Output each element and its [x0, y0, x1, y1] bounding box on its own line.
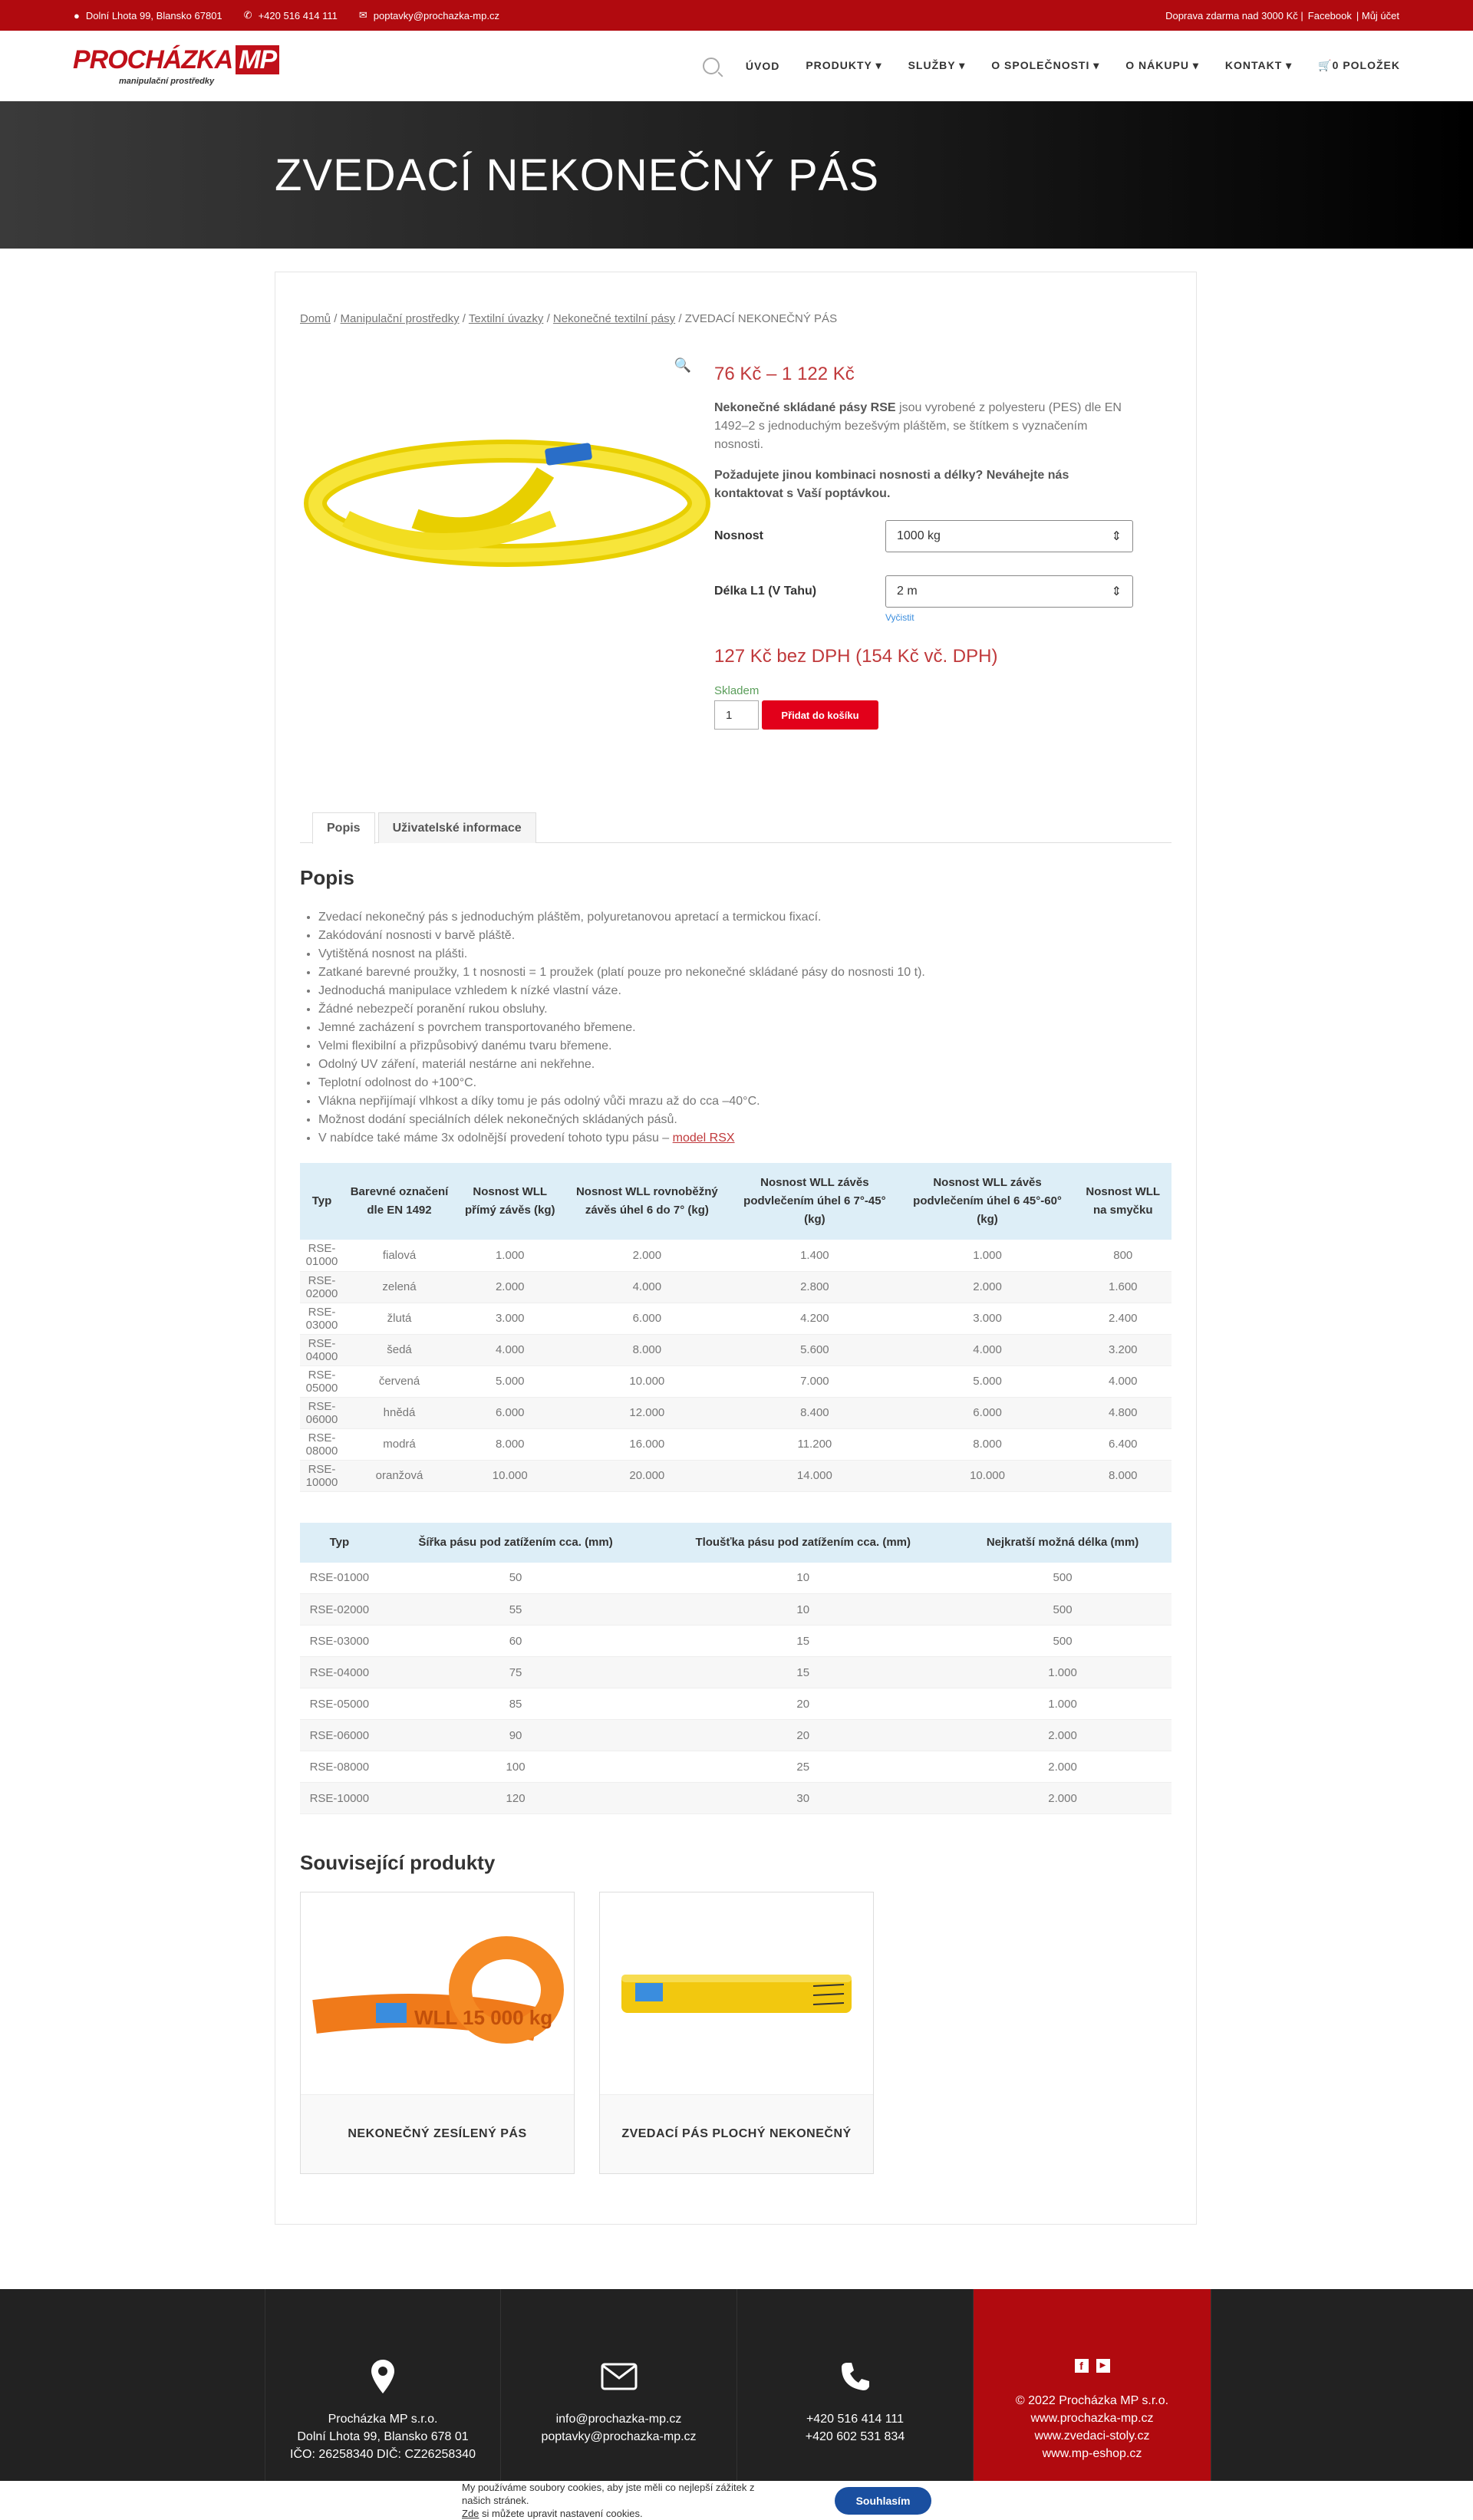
flat-sling-image — [600, 1892, 873, 2095]
table-cell: 50 — [379, 1563, 653, 1594]
table-row — [300, 1563, 1171, 1594]
table-cell: 3.000 — [901, 1303, 1075, 1334]
table-cell: 85 — [379, 1688, 653, 1720]
list-item: • V nabídce také máme 3x odolnější provedení tohoto typu pásu – model RSX — [318, 1129, 1171, 1148]
table-header: Nosnost WLL přímý závěs (kg) — [455, 1163, 565, 1240]
list-item: • Vlákna nepřijímají vlhkost a díky tomu je pás odolný vůči mrazu až do cca –40°C. — [318, 1092, 1171, 1111]
related-card[interactable]: ZVEDACÍ PÁS PLOCHÝ NEKONEČNÝ — [599, 1892, 874, 2174]
table-row — [300, 1594, 1171, 1626]
description-heading: Popis — [300, 866, 354, 889]
price-range: 76 Kč – 1 122 Kč — [714, 364, 855, 384]
yellow-sling-image — [300, 404, 714, 634]
table-cell: 2.000 — [954, 1783, 1171, 1814]
table-cell: 14.000 — [729, 1460, 900, 1491]
list-item: • Teplotní odolnost do +100°C. — [318, 1074, 1171, 1092]
nav-uvod[interactable]: ÚVOD — [745, 59, 780, 72]
table-cell: 2.400 — [1075, 1303, 1171, 1334]
list-item: • Jednoduchá manipulace vzhledem k nízké vlastní váze. — [318, 982, 1171, 1000]
table-header: Nejkratší možná délka (mm) — [954, 1523, 1171, 1563]
table-cell: 6.000 — [565, 1303, 730, 1334]
table-cell: zelená — [344, 1271, 455, 1303]
footer-company: f ▶ © 2022 Procházka MP s.r.o. www.prochazka-mp.cz www.zvedaci-stoly.cz www.mp-eshop.cz — [974, 2289, 1211, 2520]
table-cell: RSE-06000 — [300, 1397, 344, 1428]
table-cell: RSE-01000 — [300, 1240, 344, 1271]
table-cell: 4.800 — [1075, 1397, 1171, 1428]
cookie-text: My používáme soubory cookies, aby jste měli co nejlepší zážitek z našich stránek. Zde si můžete upravit nastavení cookies. — [462, 2482, 755, 2519]
topbar-phone[interactable]: ✆ +420 516 414 111 — [243, 9, 338, 21]
nav-sluzby[interactable]: SLUŽBY ▾ — [908, 59, 966, 71]
table-cell: 8.000 — [901, 1428, 1075, 1460]
table-cell: RSE-03000 — [300, 1626, 379, 1657]
table-cell: 6.000 — [455, 1397, 565, 1428]
table-cell: RSE-10000 — [300, 1460, 344, 1491]
table-cell: 10 — [652, 1594, 954, 1626]
table-cell: 3.000 — [455, 1303, 565, 1334]
nosnost-select[interactable]: 1000 kg ⇕ — [885, 520, 1133, 552]
table-cell: RSE-08000 — [300, 1428, 344, 1460]
list-item: • Vytištěná nosnost na plášti. — [318, 945, 1171, 964]
table-cell: 8.000 — [1075, 1460, 1171, 1491]
table-cell: 75 — [379, 1657, 653, 1688]
envelope-icon: ✉ — [358, 9, 367, 21]
contact-cta: Požadujete jinou kombinaci nosnosti a délky? Neváhejte nás kontaktovat s Vaší poptávkou. — [714, 469, 1069, 500]
nav-o-nakupu[interactable]: O NÁKUPU ▾ — [1125, 59, 1199, 71]
facebook-link[interactable]: Facebook — [1307, 9, 1352, 21]
table-cell: hnědá — [344, 1397, 455, 1428]
table-cell: 8.400 — [729, 1397, 900, 1428]
table-cell: 20 — [652, 1720, 954, 1751]
nav-o-spolecnosti[interactable]: O SPOLEČNOSTI ▾ — [991, 59, 1100, 71]
select-arrows-icon: ⇕ — [1111, 530, 1122, 543]
account-link[interactable]: | Můj účet — [1356, 9, 1399, 21]
table-row — [300, 1751, 1171, 1783]
table-cell: 15 — [652, 1657, 954, 1688]
list-item: • Možnost dodání speciálních délek nekonečných skládaných pásů. — [318, 1111, 1171, 1129]
table-cell: 2.000 — [565, 1240, 730, 1271]
table-cell: 16.000 — [565, 1428, 730, 1460]
table-row — [300, 1397, 1171, 1428]
table-cell: oranžová — [344, 1460, 455, 1491]
table-cell: 800 — [1075, 1240, 1171, 1271]
table-cell: 500 — [954, 1626, 1171, 1657]
table-row — [300, 1303, 1171, 1334]
table-cell: RSE-02000 — [300, 1271, 344, 1303]
table-row — [300, 1720, 1171, 1751]
nav-produkty[interactable]: PRODUKTY ▾ — [806, 59, 882, 71]
list-item: • Zakódování nosnosti v barvě pláště. — [318, 927, 1171, 945]
table-cell: 12.000 — [565, 1397, 730, 1428]
table-cell: 1.000 — [954, 1688, 1171, 1720]
table-cell: RSE-05000 — [300, 1365, 344, 1397]
table-cell: RSE-05000 — [300, 1688, 379, 1720]
list-item: • Zvedací nekonečný pás s jednoduchým pláštěm, polyuretanovou apretací a termickou fixací. — [318, 908, 1171, 927]
table-row — [300, 1271, 1171, 1303]
table-cell: 15 — [652, 1626, 954, 1657]
cookie-bar — [0, 2481, 1473, 2520]
table-row — [300, 1626, 1171, 1657]
list-item: • Velmi flexibilní a přizpůsobivý danému tvaru břemene. — [318, 1037, 1171, 1056]
page-hero — [0, 101, 1473, 249]
table-row — [300, 1334, 1171, 1365]
table-cell: 6.400 — [1075, 1428, 1171, 1460]
topbar-address: ● Dolní Lhota 99, Blansko 67801 — [74, 9, 222, 21]
product-summary — [300, 357, 1171, 730]
table-cell: 7.000 — [729, 1365, 900, 1397]
table-cell: RSE-03000 — [300, 1303, 344, 1334]
table-cell: 3.200 — [1075, 1334, 1171, 1365]
svg-text:WLL 15 000 kg: WLL 15 000 kg — [414, 2005, 553, 2029]
table-cell: fialová — [344, 1240, 455, 1271]
table-cell: 500 — [954, 1563, 1171, 1594]
table-row — [300, 1657, 1171, 1688]
cookie-accept-button[interactable]: Souhlasím — [835, 2487, 931, 2515]
table-cell: 1.000 — [455, 1240, 565, 1271]
table-cell: 4.000 — [455, 1334, 565, 1365]
table-cell: 1.600 — [1075, 1271, 1171, 1303]
table-cell: RSE-08000 — [300, 1751, 379, 1783]
table-cell: RSE-04000 — [300, 1334, 344, 1365]
table-cell: 8.000 — [565, 1334, 730, 1365]
breadcrumb-manipulacni[interactable]: Manipulační prostředky — [340, 312, 460, 325]
clear-link[interactable]: Vyčistit — [885, 612, 914, 623]
table-cell: šedá — [344, 1334, 455, 1365]
phone-icon: ✆ — [243, 9, 252, 21]
table-header: Nosnost WLL závěs podvlečením úhel 6 45°-60° (kg) — [901, 1163, 1075, 1240]
table-cell: 10.000 — [565, 1365, 730, 1397]
table-cell: žlutá — [344, 1303, 455, 1334]
table-cell: 55 — [379, 1594, 653, 1626]
tab-popis[interactable]: Popis — [312, 812, 375, 844]
table-cell: RSE-10000 — [300, 1783, 379, 1814]
table-cell: RSE-04000 — [300, 1657, 379, 1688]
table-row — [300, 1688, 1171, 1720]
search-icon[interactable] — [703, 58, 720, 74]
shipping-info: Doprava zdarma nad 3000 Kč | — [1165, 9, 1303, 21]
table-cell: 11.200 — [729, 1428, 900, 1460]
table-cell: 120 — [379, 1783, 653, 1814]
site-logo[interactable]: PROCHÁZKA MP manipulační prostředky — [73, 45, 279, 86]
orange-sling-image — [301, 1892, 574, 2095]
table-cell: 4.000 — [1075, 1365, 1171, 1397]
table-header: Nosnost WLL závěs podvlečením úhel 6 7°-45° (kg) — [729, 1163, 900, 1240]
list-item: • Jemné zacházení s povrchem transportovaného břemene. — [318, 1019, 1171, 1037]
table-cell: 10.000 — [455, 1460, 565, 1491]
dimensions-table — [300, 1523, 1171, 1815]
product-description: Nekonečné skládané pásy RSE jsou vyrobené z polyesteru (PES) dle EN 1492–2 s jednoduchým bezešvým pláštěm, se štítkem s vyznačením nosnosti. — [714, 401, 1122, 451]
map-pin-icon — [371, 2354, 394, 2400]
breadcrumb: Domů / Manipulační prostředky / Textilní úvazky / Nekonečné textilní pásy / ZVEDACÍ NEKONEČNÝ PÁS — [300, 312, 838, 325]
add-to-cart-button[interactable]: Přidat do košíku — [762, 700, 878, 730]
table-cell: 1.000 — [954, 1657, 1171, 1688]
table-cell: 60 — [379, 1626, 653, 1657]
table-cell: 2.000 — [455, 1271, 565, 1303]
map-pin-icon: ● — [74, 9, 80, 21]
table-header: Typ — [300, 1523, 379, 1563]
table-cell: 5.000 — [901, 1365, 1075, 1397]
delka-select[interactable]: 2 m ⇕ — [885, 575, 1133, 608]
variant-delka: Délka L1 (V Tahu) 2 m ⇕ — [714, 575, 1133, 608]
quantity-input[interactable]: 1 — [714, 700, 759, 730]
table-cell: RSE-06000 — [300, 1720, 379, 1751]
product-info — [714, 357, 1133, 730]
youtube-icon[interactable]: ▶ — [1096, 2359, 1110, 2373]
table-cell: 4.000 — [565, 1271, 730, 1303]
list-item: • Žádné nebezpečí poranění rukou obsluhy. — [318, 1000, 1171, 1019]
table-cell: RSE-02000 — [300, 1594, 379, 1626]
breadcrumb-nekonecne[interactable]: Nekonečné textilní pásy — [552, 312, 676, 325]
list-item: • Zatkané barevné proužky, 1 t nosnosti = 1 proužek (platí pouze pro nekonečné skládané pásy do nosnosti 10 t). — [318, 964, 1171, 982]
table-cell: 25 — [652, 1751, 954, 1783]
footer-address: Procházka MP s.r.o. Dolní Lhota 99, Blansko 678 01 IČO: 26258340 DIČ: CZ26258340 — [265, 2289, 501, 2520]
table-header: Nosnost WLL rovnoběžný závěs úhel 6 do 7° (kg) — [565, 1163, 730, 1240]
related-products — [300, 1892, 1171, 2174]
table-cell: 20 — [652, 1688, 954, 1720]
table-cell: 90 — [379, 1720, 653, 1751]
product-image[interactable] — [300, 357, 714, 641]
table-row — [300, 1428, 1171, 1460]
table-header: Šířka pásu pod zatížením cca. (mm) — [379, 1523, 653, 1563]
page-title: ZVEDACÍ NEKONEČNÝ PÁS — [275, 150, 880, 200]
nav-cart[interactable]: 🛒0 POLOŽEK — [1318, 59, 1400, 71]
table-cell: červená — [344, 1365, 455, 1397]
table-cell: 4.200 — [729, 1303, 900, 1334]
table-row — [300, 1365, 1171, 1397]
facebook-icon[interactable]: f — [1075, 2359, 1089, 2373]
table-cell: 2.000 — [954, 1720, 1171, 1751]
table-cell: 2.000 — [954, 1751, 1171, 1783]
cart-icon: 🛒 — [1318, 59, 1333, 71]
related-card[interactable]: WLL 15 000 kg NEKONEČNÝ ZESÍLENÝ PÁS — [300, 1892, 575, 2174]
breadcrumb-textilni[interactable]: Textilní úvazky — [468, 312, 544, 325]
stock-status: Skladem — [714, 684, 760, 697]
table-row — [300, 1783, 1171, 1814]
cookie-settings-link[interactable]: Zde — [462, 2508, 479, 2519]
zoom-icon[interactable]: 🔍 — [674, 357, 691, 373]
table-header: Barevné označení dle EN 1492 — [344, 1163, 455, 1240]
table-cell: 1.000 — [901, 1240, 1075, 1271]
envelope-icon — [601, 2354, 638, 2400]
table-cell: 4.000 — [901, 1334, 1075, 1365]
table-row — [300, 1240, 1171, 1271]
main-nav — [703, 58, 1400, 74]
table-cell: 30 — [652, 1783, 954, 1814]
tab-uzivatelske-informace[interactable]: Uživatelské informace — [378, 812, 536, 843]
table-cell: RSE-01000 — [300, 1563, 379, 1594]
table-cell: modrá — [344, 1428, 455, 1460]
table-cell: 5.600 — [729, 1334, 900, 1365]
product-tabs — [300, 812, 1171, 843]
topbar-email[interactable]: ✉ poptavky@prochazka-mp.cz — [358, 9, 499, 21]
model-rsx-link[interactable]: model RSX — [672, 1132, 735, 1145]
table-row — [300, 1460, 1171, 1491]
table-cell: 8.000 — [455, 1428, 565, 1460]
table-cell: 2.000 — [901, 1271, 1075, 1303]
related-heading: Související produkty — [300, 1851, 496, 1874]
table-cell: 20.000 — [565, 1460, 730, 1491]
load-table — [300, 1163, 1171, 1492]
list-item: • Odolný UV záření, materiál nestárne ani nekřehne. — [318, 1056, 1171, 1074]
variant-price: 127 Kč bez DPH (154 Kč vč. DPH) — [714, 646, 998, 667]
table-cell: 2.800 — [729, 1271, 900, 1303]
variant-nosnost: Nosnost 1000 kg ⇕ — [714, 520, 1133, 552]
table-header: Tloušťka pásu pod zatížením cca. (mm) — [652, 1523, 954, 1563]
nav-kontakt[interactable]: KONTAKT ▾ — [1224, 59, 1293, 71]
phone-icon — [840, 2354, 871, 2400]
table-header: Nosnost WLL na smyčku — [1075, 1163, 1171, 1240]
table-cell: 6.000 — [901, 1397, 1075, 1428]
table-cell: 1.400 — [729, 1240, 900, 1271]
table-cell: 10 — [652, 1563, 954, 1594]
add-to-cart-form — [714, 700, 1133, 730]
footer-phone: +420 516 414 111 +420 602 531 834 — [737, 2289, 974, 2520]
breadcrumb-current: / ZVEDACÍ NEKONEČNÝ PÁS — [678, 312, 838, 325]
table-cell: 100 — [379, 1751, 653, 1783]
main-content — [275, 272, 1197, 2225]
table-cell: 5.000 — [455, 1365, 565, 1397]
feature-list — [318, 908, 1171, 1148]
table-header: Typ — [300, 1163, 344, 1240]
select-arrows-icon: ⇕ — [1111, 585, 1122, 598]
table-cell: 500 — [954, 1594, 1171, 1626]
breadcrumb-home[interactable]: Domů — [300, 312, 331, 325]
site-header — [0, 31, 1473, 101]
footer-email: info@prochazka-mp.cz poptavky@prochazka-mp.cz — [501, 2289, 737, 2520]
top-bar — [0, 0, 1473, 31]
table-cell: 10.000 — [901, 1460, 1075, 1491]
